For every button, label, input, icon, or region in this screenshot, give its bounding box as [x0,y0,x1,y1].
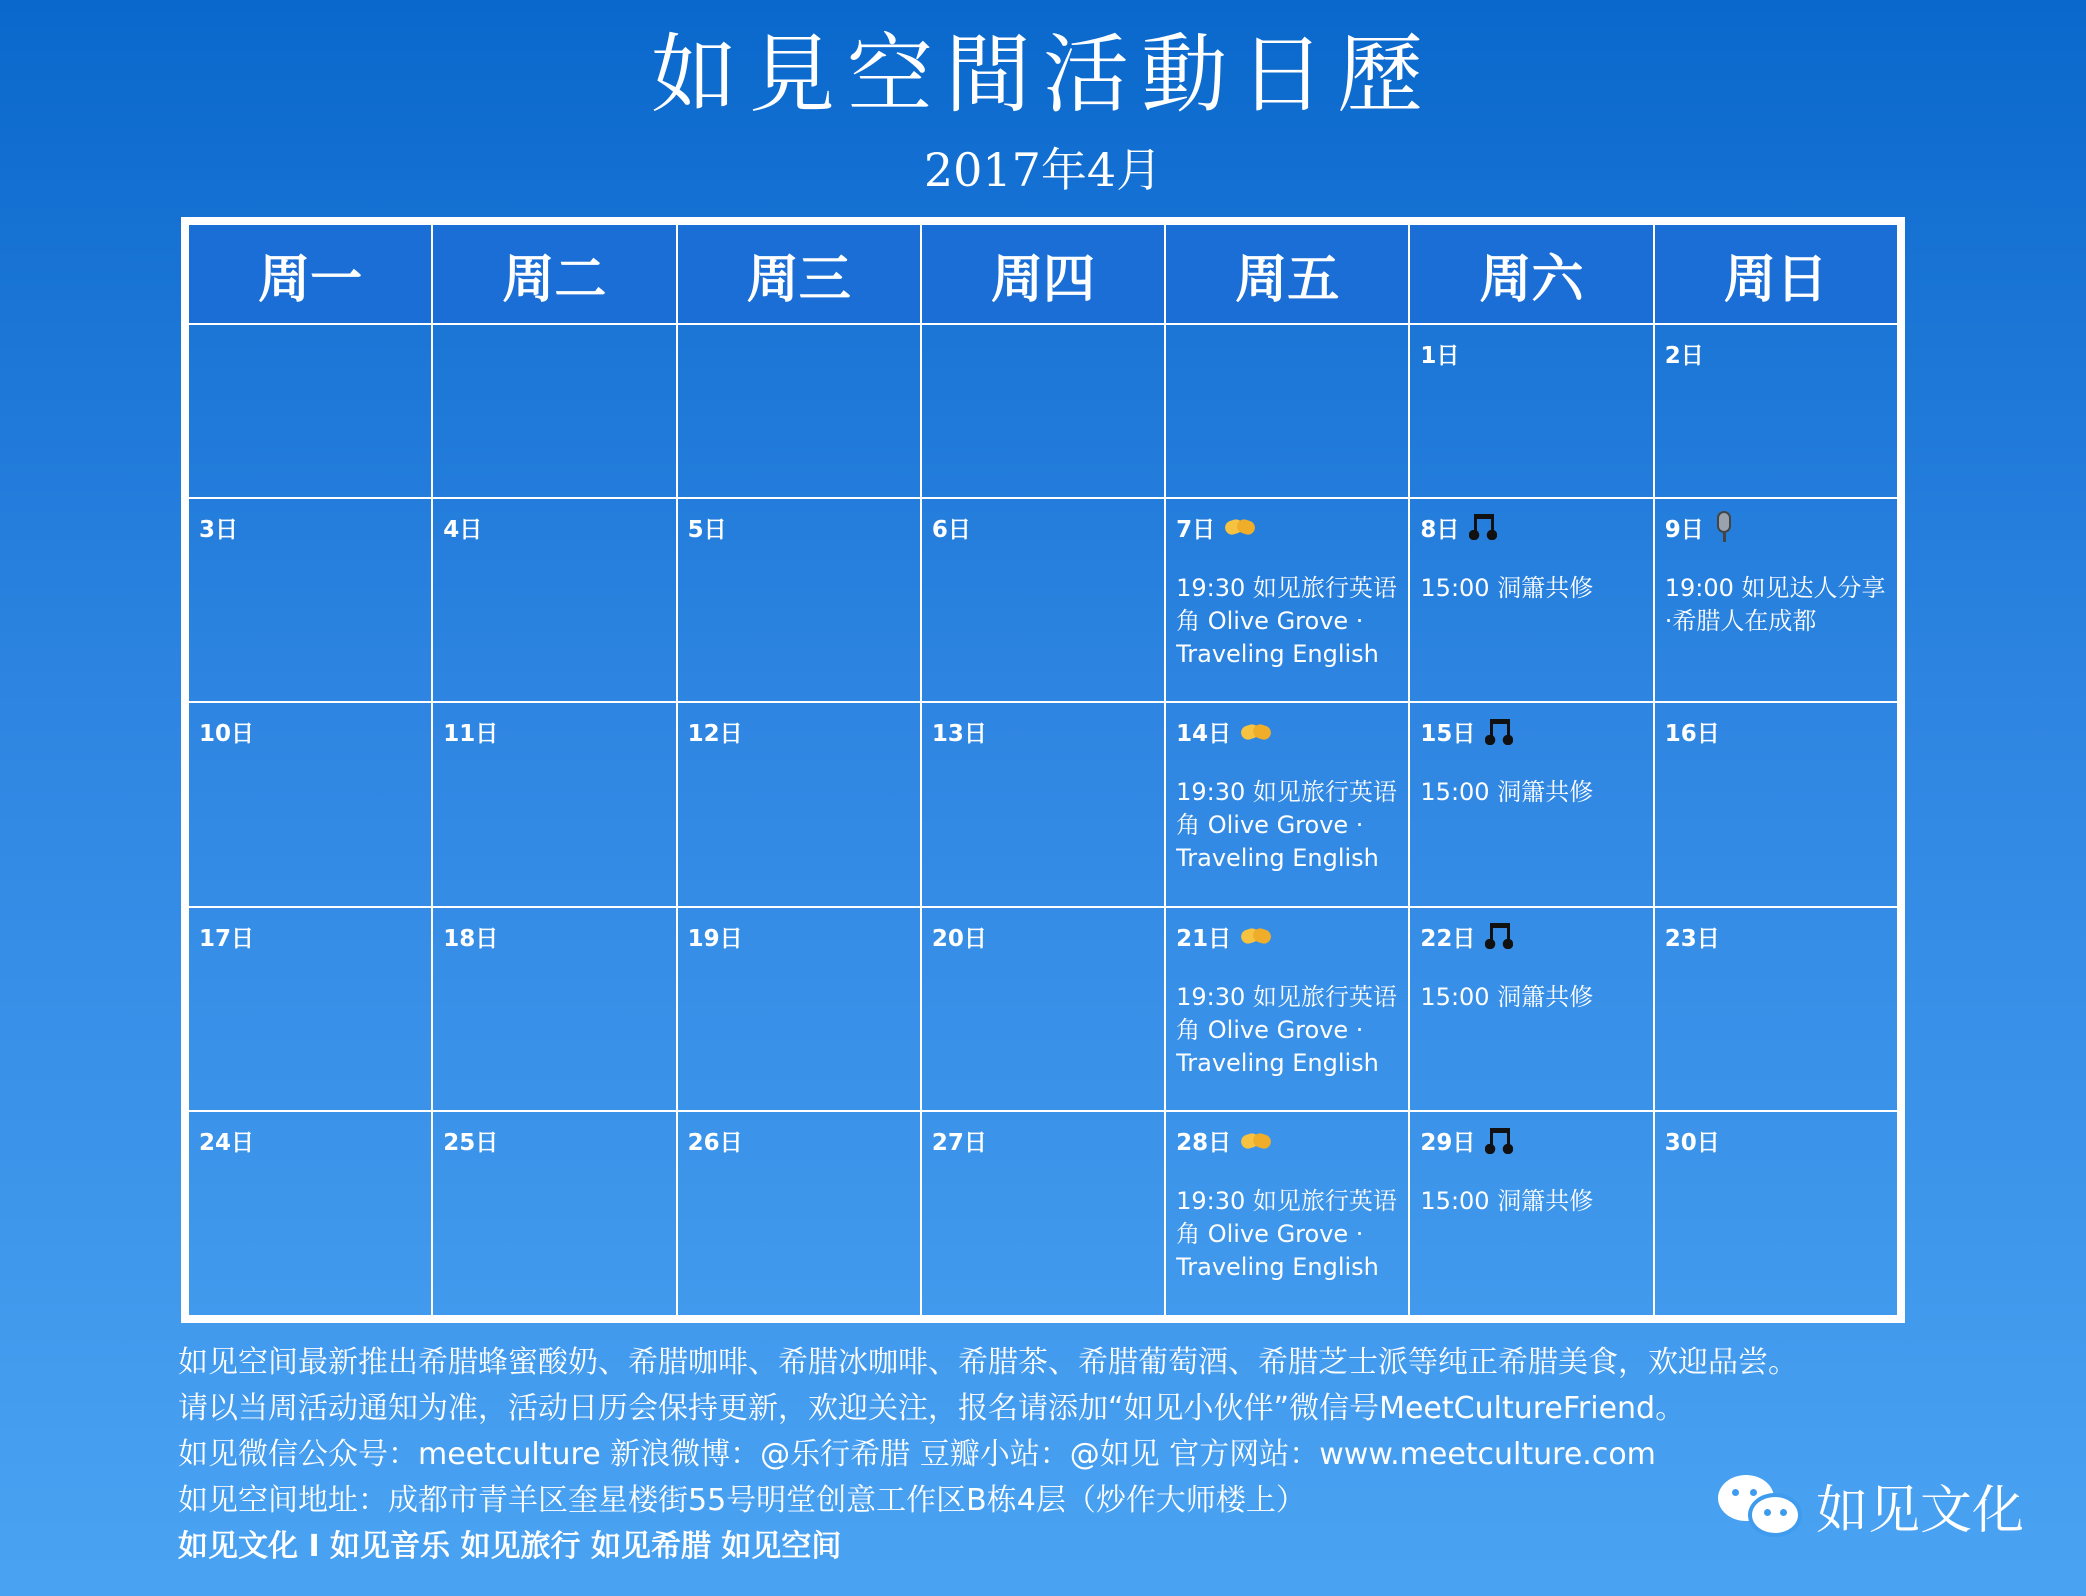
footer-line-menu: 如见空间最新推出希腊蜂蜜酸奶、希腊咖啡、希腊冰咖啡、希腊茶、希腊葡萄酒、希腊芝士派等纯正希腊美食，欢迎品尝。 [178,1345,1798,1380]
calendar-day-cell [677,907,921,1112]
day-header [199,920,421,953]
day-header [932,511,1154,544]
event-text: 19:30 如见旅行英语角 Olive Grove · Traveling English [1176,982,1397,1077]
music-icon [1485,921,1513,951]
calendar-table [187,223,1899,1317]
day-number: 28日 [1176,1130,1232,1157]
day-header [1420,337,1642,370]
music-icon [1485,717,1513,747]
calendar-day-cell [921,324,1165,498]
day-number: 13日 [931,721,987,748]
day-number: 16日 [1664,721,1720,748]
calendar-day-cell [921,907,1165,1112]
calendar-day-cell [921,702,1165,907]
day-header [932,715,1154,748]
day-number: 25日 [443,1130,499,1157]
handshake-icon [1241,722,1271,742]
calendar-day-cell [1165,1111,1409,1316]
weekday-header-row [188,224,1898,324]
day-number: 3日 [199,516,239,543]
calendar-day-cell [432,702,676,907]
weekday-header: 周六 [1409,224,1653,324]
calendar-week-row [188,702,1898,907]
calendar-day-cell [188,702,432,907]
day-header [1420,511,1642,544]
calendar-day-cell [921,498,1165,703]
day-number: 4日 [443,516,483,543]
calendar-day-cell [1409,907,1653,1112]
calendar-day-cell [1165,324,1409,498]
calendar-day-cell [677,324,921,498]
weekday-header: 周五 [1165,224,1409,324]
calendar-day-cell [1165,498,1409,703]
calendar-day-cell [677,1111,921,1316]
day-number: 20日 [931,925,987,952]
calendar-week-row [188,324,1898,498]
weekday-header: 周四 [921,224,1165,324]
day-number: 5日 [687,516,727,543]
calendar-day-cell [1409,702,1653,907]
calendar-day-cell [432,907,676,1112]
footer-line-notice: 请以当周活动通知为准，活动日历会保持更新，欢迎关注，报名请添加“如见小伙伴”微信号MeetCultureFriend。 [178,1391,1686,1426]
day-number: 23日 [1664,925,1720,952]
day-header [1665,715,1887,748]
calendar-day-cell [1654,498,1898,703]
event-text: 15:00 洞簫共修 [1420,573,1594,602]
day-number: 1日 [1420,343,1460,369]
day-number: 2日 [1664,343,1704,369]
day-number: 26日 [687,1130,743,1157]
day-header [1420,920,1642,953]
day-header [1176,715,1398,748]
day-header [932,920,1154,953]
calendar-day-cell [1654,907,1898,1112]
day-number: 10日 [199,721,255,748]
day-header [1665,337,1887,370]
event-text: 15:00 洞簫共修 [1420,982,1594,1011]
day-number: 7日 [1176,516,1216,543]
day-header [1665,1124,1887,1157]
day-header [1665,511,1887,544]
day-header [1176,920,1398,953]
day-header [443,1124,665,1157]
weekday-header: 周二 [432,224,676,324]
day-header [199,511,421,544]
calendar-grid [181,217,1905,1323]
event-text: 19:30 如见旅行英语角 Olive Grove · Traveling English [1176,573,1397,668]
day-number: 27日 [931,1130,987,1157]
day-header [688,715,910,748]
page-title: 如見空間活動日歷 [651,25,1435,125]
day-header [688,511,910,544]
day-number: 30日 [1664,1130,1720,1157]
day-number: 19日 [687,925,743,952]
calendar-day-cell [188,907,432,1112]
calendar-day-cell [1409,324,1653,498]
calendar-day-cell [432,324,676,498]
calendar-day-cell [921,1111,1165,1316]
month-subtitle: 2017年4月 [923,143,1163,197]
weekday-header: 周一 [188,224,432,324]
day-number: 22日 [1420,925,1476,952]
day-number: 14日 [1176,721,1232,748]
day-header [1176,1124,1398,1157]
event-text: 19:30 如见旅行英语角 Olive Grove · Traveling English [1176,778,1397,873]
calendar-day-cell [188,1111,432,1316]
calendar-day-cell [1409,1111,1653,1316]
wechat-icon [1718,1471,1806,1541]
calendar-week-row [188,498,1898,703]
day-number: 21日 [1176,925,1232,952]
calendar-day-cell [1654,324,1898,498]
day-header [1665,920,1887,953]
event-text: 15:00 洞簫共修 [1420,778,1594,807]
calendar-day-cell [432,498,676,703]
mic-icon [1714,511,1734,543]
calendar-day-cell [677,702,921,907]
calendar-day-cell [188,498,432,703]
day-header [443,920,665,953]
calendar-day-cell [677,498,921,703]
handshake-icon [1241,1131,1271,1151]
music-icon [1469,512,1497,542]
weekday-header: 周三 [677,224,921,324]
calendar-week-row [188,907,1898,1112]
calendar-day-cell [1165,907,1409,1112]
event-text: 19:00 如见达人分享 ·希腊人在成都 [1664,573,1886,635]
day-header [443,715,665,748]
calendar-day-cell [432,1111,676,1316]
day-number: 17日 [199,925,255,952]
day-header [1420,1124,1642,1157]
day-header [199,1124,421,1157]
footer-line-brands: 如见文化 I 如见音乐 如见旅行 如见希腊 如见空间 [178,1529,842,1564]
day-number: 9日 [1664,516,1704,543]
handshake-icon [1225,517,1255,537]
day-header [1420,715,1642,748]
day-header [932,1124,1154,1157]
footer-line-address: 如见空间地址：成都市青羊区奎星楼街55号明堂创意工作区B栋4层（炒作大师楼上） [178,1483,1306,1518]
day-header [199,715,421,748]
day-number: 12日 [687,721,743,748]
day-number: 29日 [1420,1130,1476,1157]
calendar-day-cell [1165,702,1409,907]
day-number: 6日 [931,516,971,543]
calendar-day-cell [1654,702,1898,907]
footer-line-contacts: 如见微信公众号：meetculture 新浪微博：@乐行希腊 豆瓣小站：@如见 官方网站：www.meetculture.com [178,1437,1656,1472]
brand-signature [1718,1468,2024,1543]
calendar-day-cell [1409,498,1653,703]
event-text: 15:00 洞簫共修 [1420,1187,1594,1216]
brand-name: 如见文化 [1816,1481,2025,1541]
day-number: 11日 [443,721,499,748]
calendar-week-row [188,1111,1898,1316]
day-number: 18日 [443,925,499,952]
calendar-day-cell [188,324,432,498]
weekday-header: 周日 [1654,224,1898,324]
calendar-day-cell [1654,1111,1898,1316]
day-header [688,920,910,953]
day-number: 24日 [199,1130,255,1157]
day-number: 8日 [1420,516,1460,543]
calendar-body [188,324,1898,1316]
day-number: 15日 [1420,721,1476,748]
day-header [443,511,665,544]
event-text: 19:30 如见旅行英语角 Olive Grove · Traveling English [1176,1187,1397,1282]
day-header [688,1124,910,1157]
handshake-icon [1241,926,1271,946]
day-header [1176,511,1398,544]
music-icon [1485,1126,1513,1156]
